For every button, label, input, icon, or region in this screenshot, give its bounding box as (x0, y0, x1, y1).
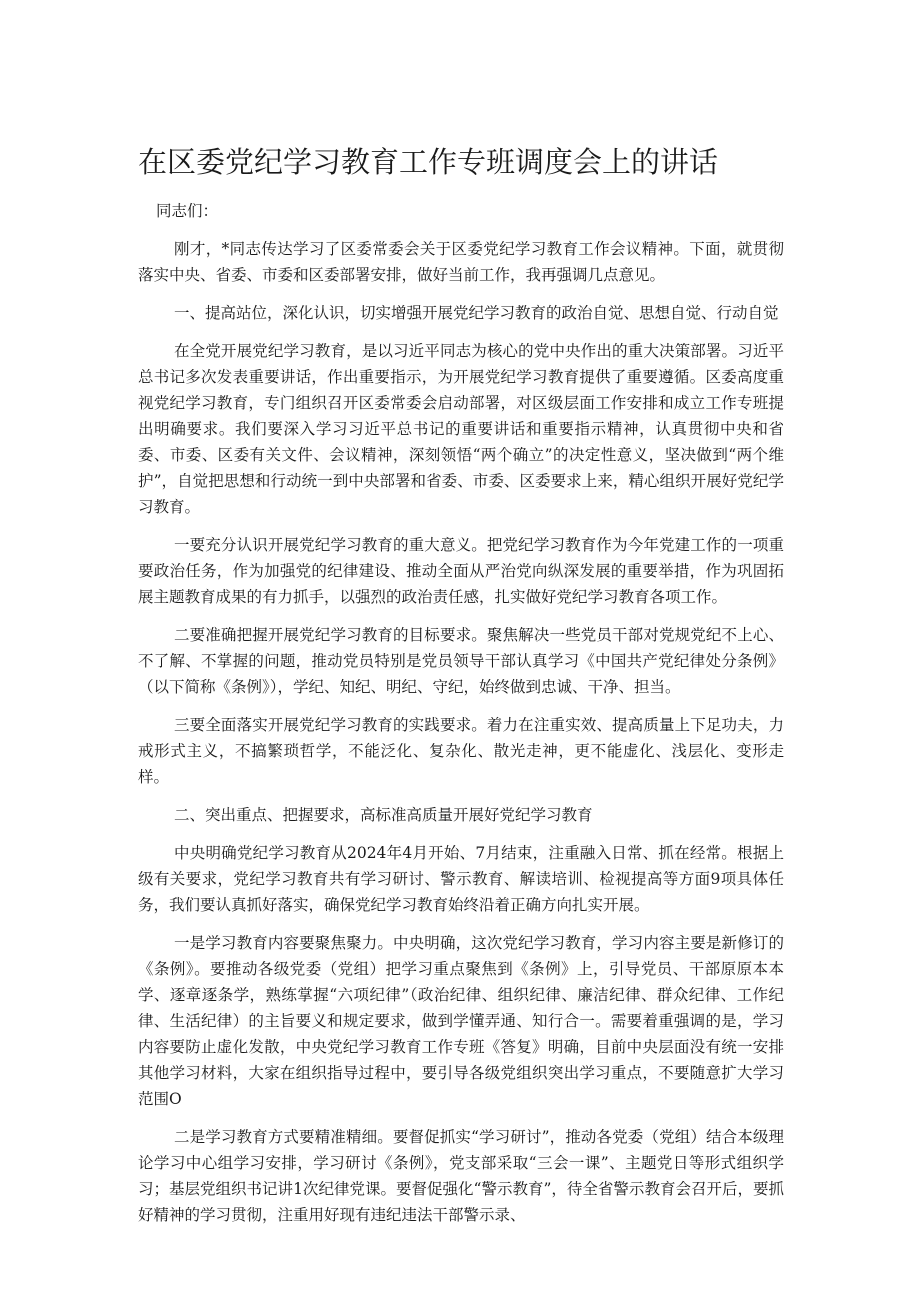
paragraph: 二要准确把握开展党纪学习教育的目标要求。聚焦解决一些党员干部对党规党纪不上心、不了解、不掌握的问题，推动党员特别是党员领导干部认真学习《中国共产党纪律处分条例》（以下简称《条例》），学纪、知纪、明纪、守纪，始终做到忠诚、干净、担当。 (138, 626, 784, 696)
paragraph: 一是学习教育内容要聚焦聚力。中央明确，这次党纪学习教育，学习内容主要是新修订的《条例》。要推动各级党委（党组）把学习重点聚焦到《条例》上，引导党员、干部原原本本学、逐章逐条学，熟练掌握“六项纪律”（政治纪律、组织纪律、廉洁纪律、群众纪律、工作纪律、生活纪律）的主旨要义和规定要求，做到学懂弄通、知行合一。需要着重强调的是，学习内容要防止虚化发散，中央党纪学习教育工作专班《答复》明确，目前中央层面没有统一安排其他学习材料，大家在组织指导过程中，要引导各级党组织突出学习重点，不要随意扩大学习范围O (138, 934, 784, 1108)
document-title: 在区委党纪学习教育工作专班调度会上的讲话 (138, 145, 719, 179)
salutation: 同志们： (156, 202, 219, 220)
section-heading-2: 二、突出重点、把握要求，高标准高质量开展好党纪学习教育 (174, 806, 593, 824)
section-heading-1: 一、提高站位，深化认识，切实增强开展党纪学习教育的政治自觉、思想自觉、行动自觉 (174, 304, 779, 322)
document-page (138, 140, 784, 1240)
paragraph: 三要全面落实开展党纪学习教育的实践要求。着力在注重实效、提高质量上下足功夫，力戒形式主义，不搞繁琐哲学，不能泛化、复杂化、散光走神，更不能虚化、浅层化、变形走样。 (138, 716, 784, 786)
paragraph: 中央明确党纪学习教育从2024年4月开始、7月结束，注重融入日常、抓在经常。根据上级有关要求，党纪学习教育共有学习研讨、警示教育、解读培训、检视提高等方面9项具体任务，我们要认真抓好落实，确保党纪学习教育始终沿着正确方向扎实开展。 (138, 844, 784, 914)
paragraph: 在全党开展党纪学习教育，是以习近平同志为核心的党中央作出的重大决策部署。习近平总书记多次发表重要讲话，作出重要指示，为开展党纪学习教育提供了重要遵循。区委高度重视党纪学习教育，专门组织召开区委常委会启动部署，对区级层面工作安排和成立工作专班提出明确要求。我们要深入学习习近平总书记的重要讲话和重要指示精神，认真贯彻中央和省委、市委、区委有关文件、会议精神，深刻领悟“两个确立”的决定性意义，坚决做到“两个维护”，自觉把思想和行动统一到中央部署和省委、市委、区委要求上来，精心组织开展好党纪学习教育。 (138, 342, 784, 516)
paragraph: 一要充分认识开展党纪学习教育的重大意义。把党纪学习教育作为今年党建工作的一项重要政治任务，作为加强党的纪律建设、推动全面从严治党向纵深发展的重要举措，作为巩固拓展主题教育成果的有力抓手，以强烈的政治责任感，扎实做好党纪学习教育各项工作。 (138, 536, 784, 606)
paragraph: 二是学习教育方式要精准精细。要督促抓实“学习研讨”，推动各党委（党组）结合本级理论学习中心组学习安排，学习研讨《条例》，党支部采取“三会一课”、主题党日等形式组织学习；基层党组织书记讲1次纪律党课。要督促强化“警示教育”，待全省警示教育会召开后，要抓好精神的学习贯彻，注重用好现有违纪违法干部警示录、 (138, 1128, 784, 1224)
paragraph-intro: 刚才，*同志传达学习了区委常委会关于区委党纪学习教育工作会议精神。下面，就贯彻落实中央、省委、市委和区委部署安排，做好当前工作，我再强调几点意见。 (138, 240, 784, 284)
